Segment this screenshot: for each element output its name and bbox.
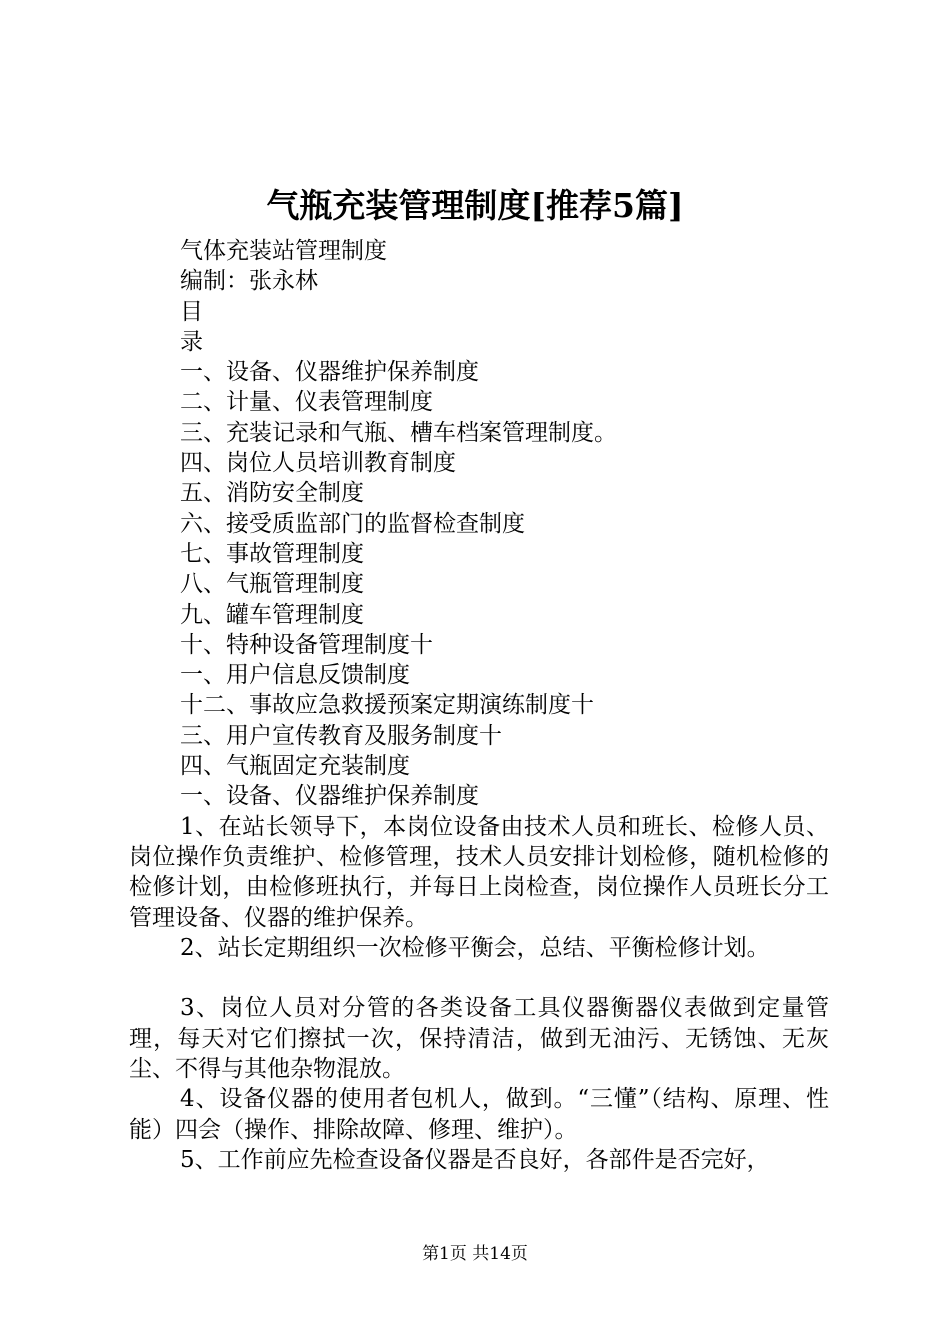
body-paragraph: 5、工作前应先检查设备仪器是否良好，各部件是否完好， [180, 1146, 770, 1173]
toc-item: 一、用户信息反馈制度 [180, 662, 410, 689]
header-line: 目 [180, 298, 203, 325]
toc-item: 三、用户宣传教育及服务制度十 [180, 722, 502, 749]
section-heading: 一、设备、仪器维护保养制度 [180, 783, 479, 810]
toc-item: 一、设备、仪器维护保养制度 [180, 359, 479, 386]
toc-item: 二、计量、仪表管理制度 [180, 389, 433, 416]
toc-item: 九、罐车管理制度 [180, 601, 364, 628]
document-body [129, 236, 829, 1175]
toc-item: 六、接受质监部门的监督检查制度 [180, 510, 525, 537]
document-title: 气瓶充装管理制度[推荐5篇] [266, 186, 684, 225]
toc-item: 十二、事故应急救援预案定期演练制度十 [180, 692, 594, 719]
paragraph-gap [129, 963, 829, 993]
header-line: 录 [180, 328, 203, 355]
page-footer: 第1页 共14页 [422, 1244, 528, 1264]
toc-item: 八、气瓶管理制度 [180, 571, 364, 598]
toc-item: 五、消防安全制度 [180, 480, 364, 507]
toc-item: 十、特种设备管理制度十 [180, 631, 433, 658]
header-line: 编制：张永林 [180, 268, 318, 295]
body-paragraph: 1、在站长领导下，本岗位设备由技术人员和班长、检修人员、岗位操作负责维护、检修管理，技术人员安排计划检修，随机检修的检修计划，由检修班执行，并每日上岗检查，岗位操作人员班长分工管理设备、仪器的维护保养。 [129, 813, 829, 931]
toc-item: 三、充装记录和气瓶、槽车档案管理制度。 [180, 419, 617, 446]
body-paragraph: 2、站长定期组织一次检修平衡会，总结、平衡检修计划。 [180, 934, 770, 961]
header-line: 气体充装站管理制度 [180, 238, 387, 264]
body-paragraph: 3、岗位人员对分管的各类设备工具仪器衡器仪表做到定量管理，每天对它们擦拭一次，保持清洁，做到无油污、无锈蚀、无灰尘、不得与其他杂物混放。 [129, 995, 829, 1083]
toc-item: 四、岗位人员培训教育制度 [180, 450, 456, 477]
body-paragraph: 4、设备仪器的使用者包机人，做到。“三懂”（结构、原理、性能）四会（操作、排除故障、修理、维护）。 [129, 1086, 829, 1143]
toc-item: 七、事故管理制度 [180, 540, 364, 567]
toc-item: 四、气瓶固定充装制度 [180, 753, 410, 780]
